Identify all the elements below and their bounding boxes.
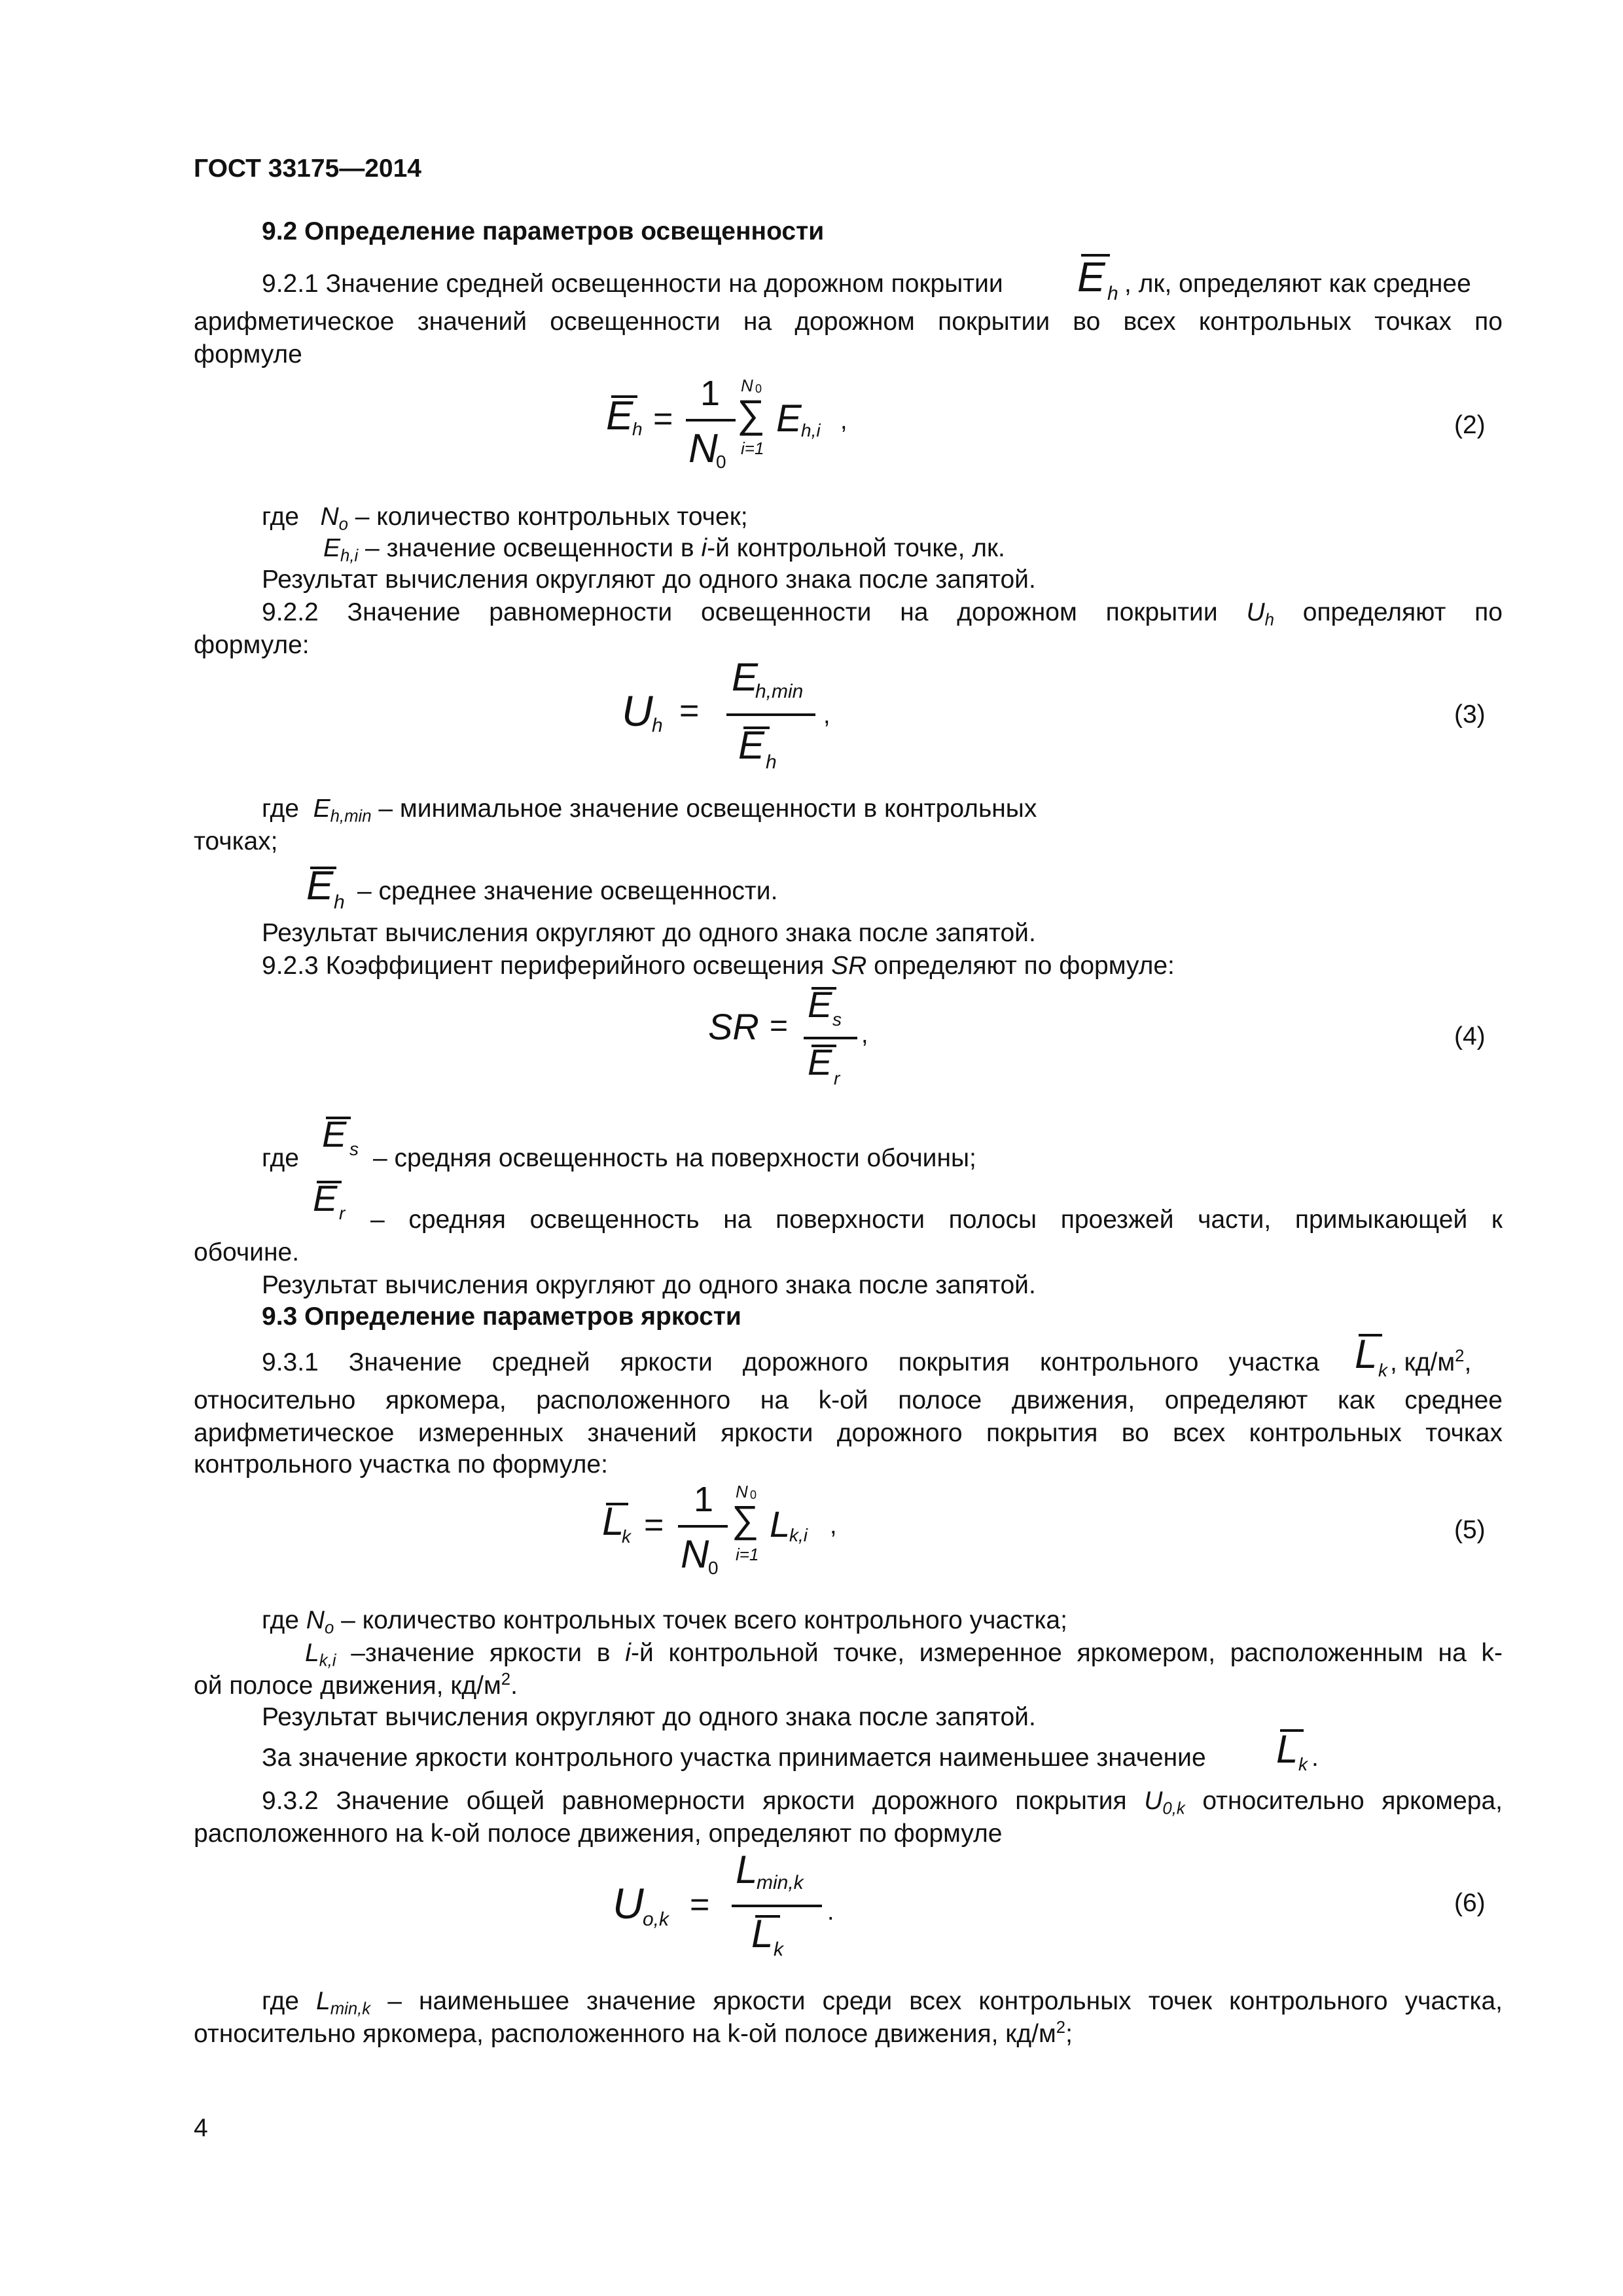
where-eq5-lki: $L_{k,i}$ –значение яркости в i-й контрольной точке, измеренное яркомером, расположенным на k-: [305, 1639, 1503, 1670]
rounding-note-4: Результат вычисления округляют до одного знака после запятой.: [262, 1703, 1036, 1731]
rounding-note-1: Результат вычисления округляют до одного знака после запятой.: [262, 565, 1036, 594]
where-eq4-intro: где: [262, 1144, 299, 1172]
para-9-3-1-line1b: , $кд/м^2$,: [1390, 1346, 1472, 1376]
para-9-3-1-line4: контрольного участка по формуле:: [194, 1450, 608, 1479]
para-9-2-1-line1a: 9.2.1 Значение средней освещенности на дорожном покрытии: [262, 270, 1003, 298]
where-eq3-ehmin: где $E_{h,min}$ – минимальное значение освещенности в контрольных: [262, 795, 1037, 826]
where-eq6-cont: относительно яркомера, расположенного на k-ой полосе движения, $кд/м^2$;: [194, 2018, 1073, 2048]
equation-number-3: (3): [1454, 700, 1486, 728]
where-eq5-lki-cont: ой полосе движения, $кд/м^2$.: [194, 1670, 518, 1700]
where-eq2-n0: где $N_o$ – количество контрольных точек;: [262, 503, 748, 534]
para-9-3-1-line2: относительно яркомера, расположенного на k-ой полосе движения, определяют как среднее: [194, 1386, 1503, 1414]
where-eq3-mean: – среднее значение освещенности.: [357, 877, 778, 905]
para-9-2-2-line1: 9.2.2 Значение равномерности освещенности на дорожном покрытии $U_h$ определяют по: [262, 598, 1503, 630]
where-eq3-cont: точках;: [194, 827, 278, 855]
section-9-2-title: 9.2 Определение параметров освещенности: [262, 217, 825, 245]
where-eq5-n0: где $N_o$ – количество контрольных точек всего контрольного участка;: [262, 1606, 1067, 1638]
rounding-note-3: Результат вычисления округляют до одного знака после запятой.: [262, 1271, 1036, 1299]
where-eq6-lmin: где $L_{min,k}$ – наименьшее значение яркости среди всех контрольных точек контрольного участка,: [262, 1987, 1503, 2018]
section-9-3-title: 9.3 Определение параметров яркости: [262, 1302, 741, 1331]
equation-number-5: (5): [1454, 1516, 1486, 1544]
acceptance-note-end: .: [1311, 1744, 1319, 1772]
para-9-2-2-line2: формуле:: [194, 631, 310, 659]
para-9-2-3: 9.2.3 Коэффициент периферийного освещения SR определяют по формуле:: [262, 952, 1175, 980]
where-eq4-er: – средняя освещенность на поверхности полосы проезжей части, примыкающей к: [370, 1206, 1503, 1234]
para-9-2-1-line2: арифметическое значений освещенности на дорожном покрытии во всех контрольных точках по: [194, 308, 1503, 336]
document-page: ГОСТ 33175—2014 9.2 Определение параметров освещенности 9.2.1 Значение средней освещенности на дорожном покрытии E h , лк, определяют как среднее арифметическое значений освещенности на дорожном покрытии во всех контрольных точках по формуле E h = 1 N 0 N 0 ∑ i=1 E h,i , (2) где $N_o$ – количество контрольных точек; $E_{h,i}$ – значение освещенности в i-й контрольной точке, лк. Результат вычисления округляют до одного знака после запятой. 9.2.2 Значение равномерности освещенности на дорожном покрытии $U_h$ определяют по формуле: U h = E h,min E h , (3) где $E_{h,min}$ – минимальное значение освещенности в контрольных точках; E h – среднее значение освещенности. Результат вычисления округляют до одного знака после запятой. 9.2.3 Коэффициент периферийного освещения SR определяют по формуле: SR = E s E r , (4) где E s – средняя освещенность на поверхности обочины; E r – средняя освещенность на поверхности полосы проезжей части, примыкающей к обочине. Результат вычисления округляют до одного знака после запятой. 9.3 Определение параметров яркости 9.3.1 Значение средней яркости дорожного покрытия контрольного участка L k , $кд/м^2$, относительно яркомера, расположенного на k-ой полосе движения, определяют как среднее арифметическое измеренных значений яркости дорожного покрытия во всех контрольных точках контрольного участка по формуле: L k = 1 N 0 N 0 ∑ i=1 L k,i , (5) где $N_o$ – количество контрольных точек всего контрольного участка; $L_{k,i}$ –значение яркости в i-й контрольной точке, измеренное яркомером, расположенным на k- ой полосе движения, $кд/м^2$. Результат вычисления округляют до одного знака после запятой. За значение яркости контрольного участка принимается наименьшее значение L k . 9.3.2 Значение общей равномерности яркости дорожного покрытия $U_{0,k}$ относительно яркомера, расположенного на k-ой полосе движения, определяют по формуле U o,k = L min,k L k . (6) где $L_{min,k}$ – наименьшее значение яркости среди всех контрольных точек контрольного участка, относительно яркомера, расположенного на k-ой полосе движения, $кд/м^2$; 4: [194, 154, 1503, 2142]
para-9-3-2-line2: расположенного на k-ой полосе движения, определяют по формуле: [194, 1820, 1003, 1848]
para-9-2-1-line1b: , лк, определяют как среднее: [1124, 270, 1471, 298]
where-eq4-er-cont: обочине.: [194, 1238, 300, 1266]
where-eq4-es: – средняя освещенность на поверхности обочины;: [373, 1144, 976, 1172]
para-9-2-1-line3: формуле: [194, 340, 302, 368]
para-9-3-1-line3: арифметическое измеренных значений яркости дорожного покрытия во всех контрольных точках: [194, 1419, 1503, 1447]
document-header: ГОСТ 33175—2014: [194, 154, 421, 183]
page-number: 4: [194, 2114, 208, 2142]
equation-number-6: (6): [1454, 1889, 1486, 1917]
para-9-3-1-line1a: 9.3.1 Значение средней яркости дорожного покрытия контрольного участка: [262, 1348, 1319, 1376]
rounding-note-2: Результат вычисления округляют до одного знака после запятой.: [262, 919, 1036, 947]
where-eq2-ehi: $E_{h,i}$ – значение освещенности в i-й контрольной точке, лк.: [323, 534, 1005, 565]
para-9-3-2-line1: 9.3.2 Значение общей равномерности яркости дорожного покрытия $U_{0,k}$ относительно яркомера,: [262, 1787, 1503, 1818]
equation-number-2: (2): [1454, 411, 1486, 439]
equation-number-4: (4): [1454, 1022, 1486, 1050]
acceptance-note: За значение яркости контрольного участка принимается наименьшее значение: [262, 1744, 1206, 1772]
